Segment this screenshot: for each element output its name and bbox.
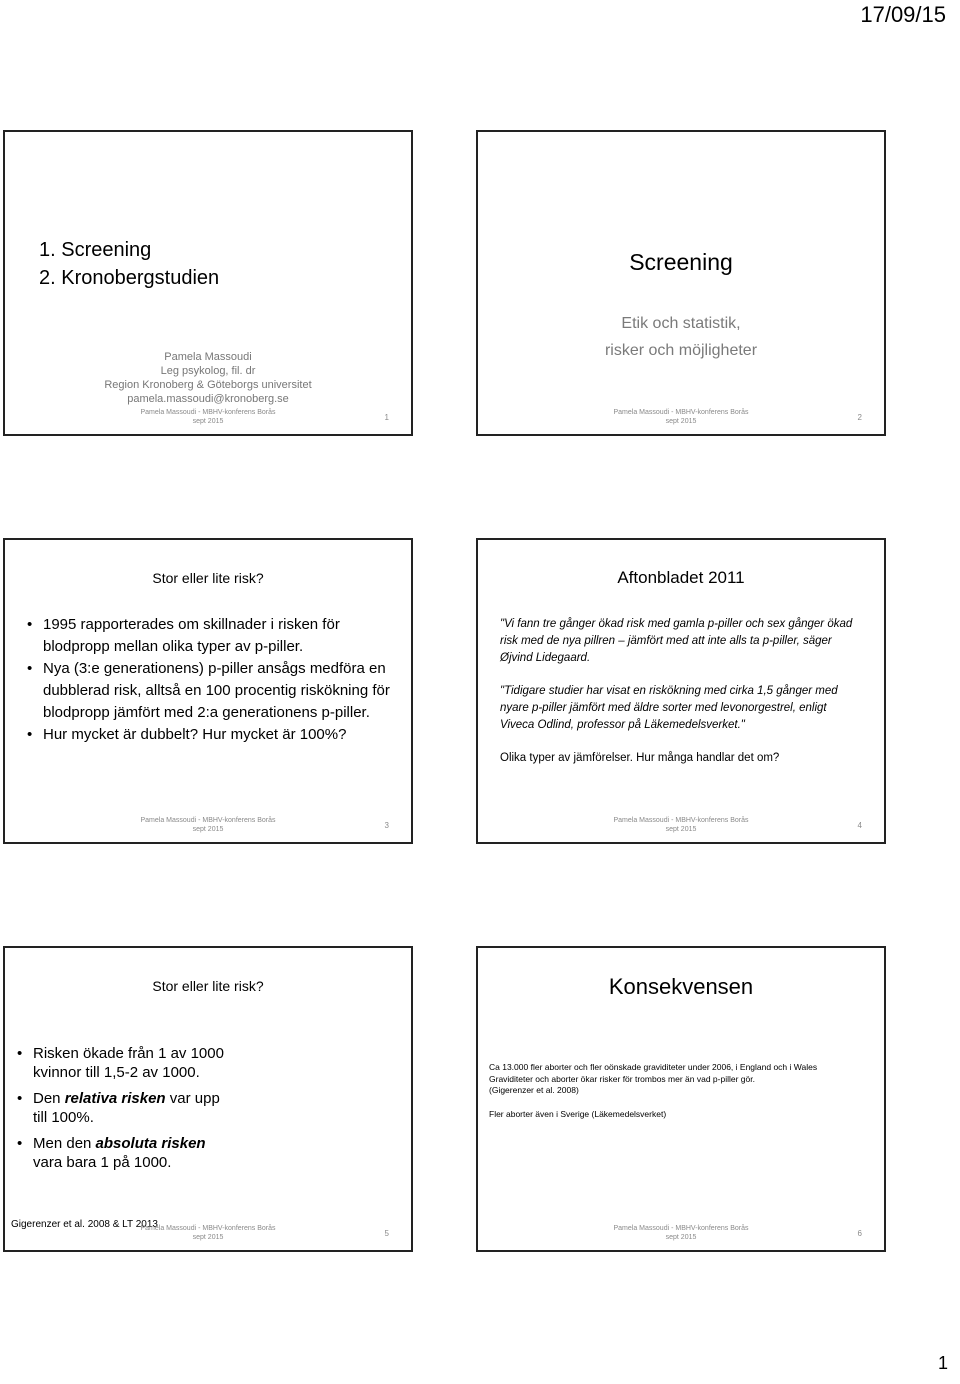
slide-footer: Pamela Massoudi - MBHV-konferens Borås sept 2015 — [140, 1225, 276, 1241]
slide-number: 4 — [857, 821, 862, 830]
author-info — [5, 350, 411, 406]
slide-3 — [3, 538, 413, 844]
agenda-item: 2. Kronobergstudien — [39, 267, 220, 289]
emphasis-relative-risk: relativa risken — [64, 1090, 166, 1107]
paragraph: Ca 13.000 fler aborter och fler oönskade graviditeter under 2006, i England och i Wales Graviditeter och aborter ökar risker för trombos mer än vad p-piller gör. (Gigerenzer et al. 2008) — [489, 1062, 818, 1095]
bullet-item: • Men den absoluta risken vara bara 1 på 1000. — [15, 1134, 231, 1172]
slide-number: 5 — [384, 1229, 389, 1238]
emphasis-absolute-risk: absoluta risken — [95, 1135, 206, 1152]
bullet-item: • Hur mycket är dubbelt? Hur mycket är 100%? — [27, 724, 395, 746]
slide-body — [500, 616, 862, 783]
slide-title: Stor eller lite risk? — [152, 570, 264, 586]
page-number: 1 — [937, 1353, 948, 1373]
slide-5 — [3, 946, 413, 1252]
bullet-item: • Risken ökade från 1 av 1000 kvinnor till 1,5-2 av 1000. — [15, 1044, 231, 1082]
slide-number: 2 — [857, 413, 862, 422]
agenda-list — [39, 236, 219, 292]
quote-lidegaard: "Vi fann tre gånger ökad risk med gamla p-piller och sex gånger ökad risk med de nya pillren – jämfört med att inte alls ta p-piller, säger Øjvind Lidegaard. — [500, 618, 853, 664]
slide-number: 3 — [384, 821, 389, 830]
slide-title: Konsekvensen — [608, 974, 754, 999]
paragraph: Fler aborter även i Sverige (Läkemedelsverket) — [489, 1108, 667, 1119]
slide-6 — [476, 946, 886, 1252]
slide-footer: Pamela Massoudi - MBHV-konferens Borås sept 2015 — [140, 817, 276, 833]
slide-footer: Pamela Massoudi - MBHV-konferens Borås sept 2015 — [613, 1225, 749, 1241]
slide-footer: Pamela Massoudi - MBHV-konferens Borås sept 2015 — [613, 409, 749, 425]
bullet-item: • Nya (3:e generationens) p-piller ansågs medföra en dubblerad risk, alltså en 100 procentig riskökning för blodpropp jämfört med 2:a generationens p-piller. — [27, 658, 395, 724]
author-email: pamela.massoudi@kronoberg.se — [127, 393, 289, 405]
slide-number: 6 — [857, 1229, 862, 1238]
slide-2 — [476, 130, 886, 436]
citation: Gigerenzer et al. 2008 & LT 2013 — [11, 1219, 158, 1230]
quote-odlind: "Tidigare studier har visat en riskökning med cirka 1,5 gånger med nyare p-piller jämfört med äldre sorter med levonorgestrel, enligt Viveca Odlind, professor på Läkemedelsverket." — [500, 685, 838, 731]
agenda-item: 1. Screening — [39, 239, 152, 261]
slide-footer: Pamela Massoudi - MBHV-konferens Borås sept 2015 — [140, 409, 276, 425]
author-title: Leg psykolog, fil. dr — [160, 365, 256, 377]
slide-title: Aftonbladet 2011 — [617, 568, 745, 587]
bullet-item: • 1995 rapporterades om skillnader i risken för blodpropp mellan olika typer av p-piller. — [27, 614, 395, 658]
slide-title: Stor eller lite risk? — [152, 978, 264, 994]
bullet-list — [15, 1044, 231, 1179]
author-name: Pamela Massoudi — [164, 351, 252, 363]
slide-number: 1 — [384, 413, 389, 422]
slide-body — [489, 1062, 866, 1132]
slide-title: Screening — [629, 249, 733, 275]
slide-footer: Pamela Massoudi - MBHV-konferens Borås sept 2015 — [613, 817, 749, 833]
slide-1 — [3, 130, 413, 436]
bullet-list — [27, 614, 395, 746]
slide-4 — [476, 538, 886, 844]
document-date: 17/09/15 — [860, 2, 946, 27]
question-text: Olika typer av jämförelser. Hur många handlar det om? — [500, 752, 780, 764]
bullet-item: • Den relativa risken var upp till 100%. — [15, 1089, 231, 1127]
slide-subtitle: Etik och statistik, risker och möjligheter — [604, 315, 758, 359]
author-affiliation: Region Kronoberg & Göteborgs universitet — [104, 379, 312, 391]
